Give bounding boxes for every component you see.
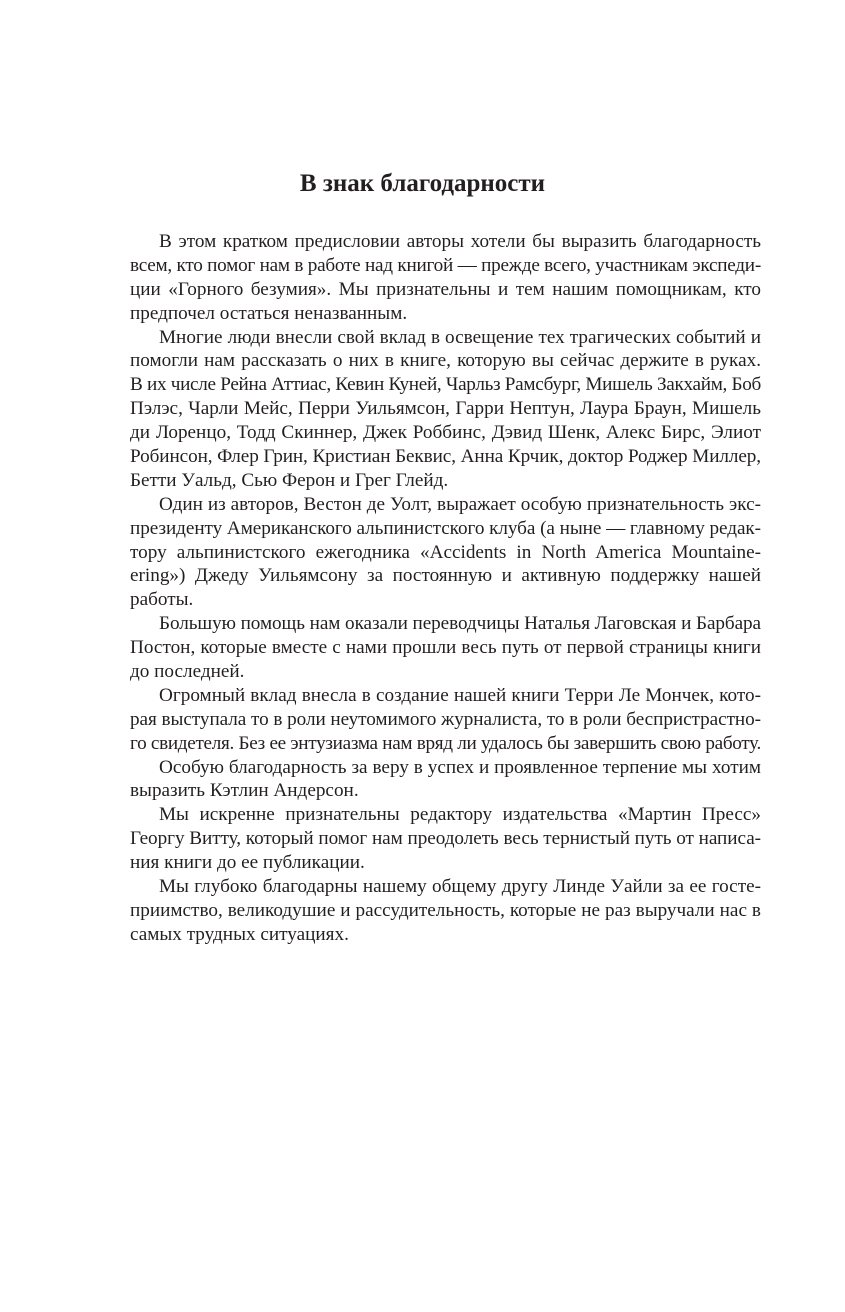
text-line: ering») Джеду Уильямсону за постоянную и активную поддержку нашей xyxy=(130,565,761,587)
text-line: ния книги до ее публикации. xyxy=(130,852,365,874)
text-line: предпочел остаться неназванным. xyxy=(130,302,408,324)
text-line: помогли нам рассказать о них в книге, которую вы сейчас держите в руках. xyxy=(130,350,761,372)
text-line: Мы глубоко благодарны нашему общему другу Линде Уайли за ее госте- xyxy=(159,876,761,898)
text-line: Огромный вклад внесла в создание нашей книги Терри Ле Мончек, кото- xyxy=(159,684,761,706)
paragraph xyxy=(130,756,761,804)
text-line: работы. xyxy=(130,589,194,611)
paragraph xyxy=(130,803,761,875)
acknowledgements-text xyxy=(130,230,761,947)
text-line: Георгу Витту, который помог нам преодолеть весь тернистый путь от написа- xyxy=(130,828,761,850)
text-line: В их числе Рейна Аттиас, Кевин Куней, Чарльз Рамсбург, Мишель Закхайм, Боб xyxy=(130,374,761,396)
text-line: Робинсон, Флер Грин, Кристиан Беквис, Анна Крчик, доктор Роджер Миллер, xyxy=(130,446,761,468)
text-line: ции «Горного безумия». Мы признательны и тем нашим помощникам, кто xyxy=(130,278,761,300)
text-line: самых трудных ситуациях. xyxy=(130,923,349,945)
text-line: Мы искренне признательны редактору издательства «Мартин Пресс» xyxy=(159,804,761,826)
text-line: Пэлэс, Чарли Мейс, Перри Уильямсон, Гарри Нептун, Лаура Браун, Мишель xyxy=(130,398,761,420)
text-line: до последней. xyxy=(130,661,245,683)
paragraph xyxy=(130,326,761,493)
text-line: Постон, которые вместе с нами прошли весь путь от первой страницы книги xyxy=(130,637,761,659)
text-line: президенту Американского альпинистского клуба (а ныне — главному редак- xyxy=(130,517,761,539)
text-line: Один из авторов, Вестон де Уолт, выражает особую признательность экс- xyxy=(159,493,761,515)
page-title: В знак благодарности xyxy=(299,170,546,197)
text-line: Особую благодарность за веру в успех и проявленное терпение мы хотим xyxy=(159,756,761,778)
paragraph xyxy=(130,684,761,756)
text-line: го свидетеля. Без ее энтузиазма нам вряд ли удалось бы завершить свою работу. xyxy=(130,732,761,754)
text-line: В этом кратком предисловии авторы хотели бы выразить благодарность xyxy=(159,231,761,252)
text-line: рая выступала то в роли неутомимого журналиста, то в роли беспристрастно- xyxy=(130,708,761,730)
text-line: тору альпинистского ежегодника «Accidents in North America Mountaine- xyxy=(130,541,761,563)
text-line: Многие люди внесли свой вклад в освещение тех трагических событий и xyxy=(159,326,761,348)
paragraph xyxy=(130,230,761,326)
text-line: всем, кто помог нам в работе над книгой — прежде всего, участникам экспеди- xyxy=(130,254,761,276)
paragraph xyxy=(130,612,761,684)
text-line: ди Лоренцо, Тодд Скиннер, Джек Роббинс, Дэвид Шенк, Алекс Бирс, Элиот xyxy=(130,422,761,444)
text-line: Бетти Уальд, Сью Ферон и Грег Глейд. xyxy=(130,469,449,491)
text-line: Большую помощь нам оказали переводчицы Наталья Лаговская и Барбара xyxy=(159,613,761,635)
paragraph xyxy=(130,875,761,947)
paragraph xyxy=(130,493,761,612)
text-line: выразить Кэтлин Андерсон. xyxy=(130,780,359,802)
text-line: приимство, великодушие и рассудительность, которые не раз выручали нас в xyxy=(130,899,761,921)
